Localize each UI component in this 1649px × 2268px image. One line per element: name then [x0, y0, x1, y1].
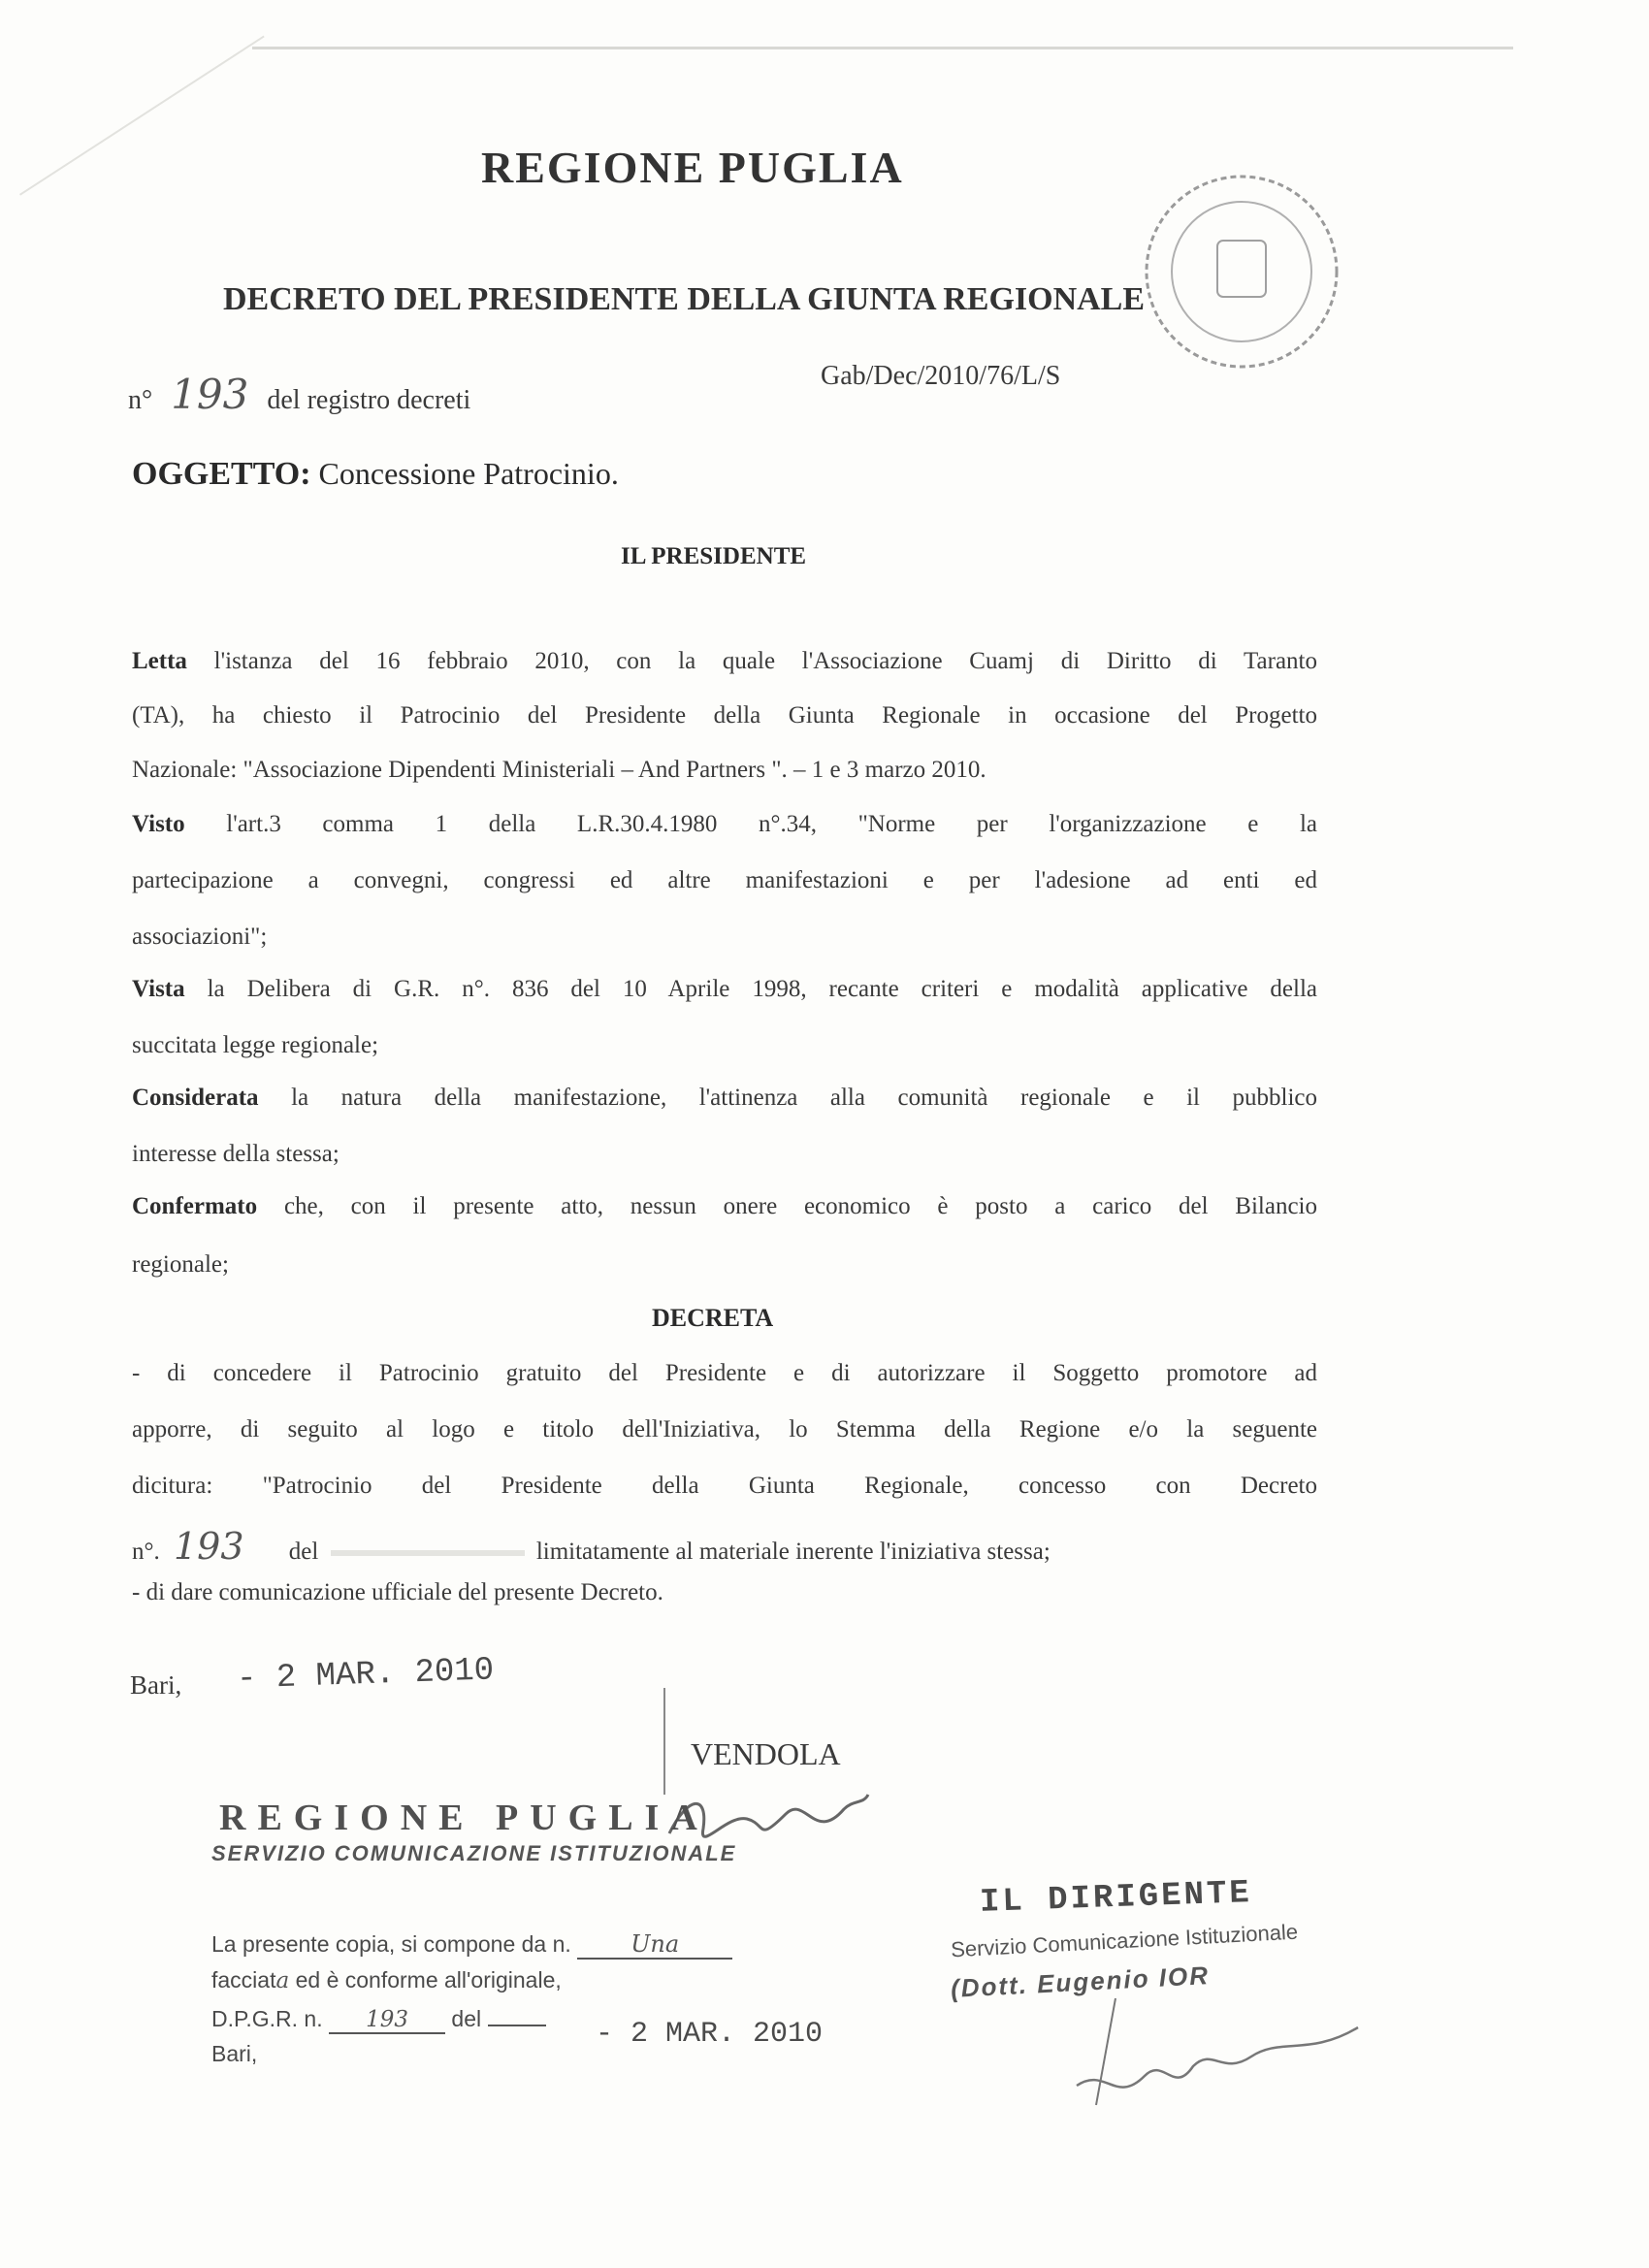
office-stamp-service: SERVIZIO COMUNICAZIONE ISTITUZIONALE — [211, 1841, 737, 1865]
president-heading: IL PRESIDENTE — [621, 543, 807, 569]
registry-prefix: n° — [128, 385, 153, 415]
decreta-line-4: n°. 193 del limitatamente al materiale inerente l'iniziativa stessa; — [132, 1525, 1051, 1568]
office-stamp-title: REGIONE PUGLIA — [219, 1798, 709, 1838]
considerata-lead: Considerata — [132, 1085, 259, 1111]
confermato-line-1: Confermato che, con il presente atto, nessun onere economico è posto a carico del Bilancio — [132, 1193, 1318, 1219]
considerata-line-2: interesse della stessa; — [132, 1141, 340, 1167]
letta-line-1: Letta l'istanza del 16 febbraio 2010, con la quale l'Associazione Cuamj di Diritto di Taranto — [132, 648, 1318, 674]
subject-label: OGGETTO: — [132, 456, 311, 492]
scan-edge-diagonal — [19, 36, 265, 196]
vista-lead: Vista — [132, 976, 185, 1002]
letta-lead: Letta — [132, 648, 187, 674]
confermato-lead: Confermato — [132, 1193, 258, 1219]
official-seal-stamp — [1135, 165, 1348, 378]
visto-lead: Visto — [132, 811, 185, 837]
copy-cert-line-3: D.P.G.R. n. 193 del — [211, 2006, 546, 2034]
copy-cert-line-4: Bari, — [211, 2041, 258, 2066]
subject-text: Concessione Patrocinio. — [318, 456, 619, 491]
copy-decree-number-handwritten: 193 — [329, 2007, 445, 2034]
vista-line-2: succitata legge regionale; — [132, 1032, 379, 1058]
date-stamp: - 2 MAR. 2010 — [236, 1652, 495, 1699]
decreta-line-5: - di dare comunicazione ufficiale del presente Decreto. — [132, 1579, 663, 1605]
director-signature — [1057, 1969, 1377, 2115]
visto-line-2: partecipazione a convegni, congressi ed altre manifestazioni e per l'adesione ad enti ed — [132, 867, 1317, 893]
document-title: REGIONE PUGLIA — [481, 143, 904, 192]
copy-cert-date-stamp: - 2 MAR. 2010 — [596, 2018, 824, 2051]
date-place: Bari, — [130, 1670, 182, 1700]
visto-line-3: associazioni"; — [132, 923, 268, 950]
registry-line — [128, 371, 470, 418]
registry-label: del registro decreti — [267, 385, 471, 415]
considerata-line-1: Considerata la natura della manifestazione, l'attinenza alla comunità regionale e il pubblico — [132, 1085, 1317, 1111]
director-stamp-name: (Dott. Eugenio IOR — [950, 1960, 1211, 2003]
registry-number-handwritten: 193 — [171, 371, 249, 418]
scan-edge-top — [252, 47, 1513, 49]
decreta-line-1: - di concedere il Patrocinio gratuito del Presidente e di autorizzare il Soggetto promotore ad — [132, 1360, 1317, 1386]
faded-date-placeholder — [331, 1550, 525, 1556]
protocol-number: Gab/Dec/2010/76/L/S — [821, 361, 1061, 391]
decreta-line-3: dicitura: "Patrocinio del Presidente della Giunta Regionale, concesso con Decreto — [132, 1473, 1317, 1499]
decreta-line-2: apporre, di seguito al logo e titolo dell'Iniziativa, lo Stemma della Regione e/o la seguente — [132, 1416, 1317, 1442]
visto-line-1: Visto l'art.3 comma 1 della L.R.30.4.1980 n°.34, "Norme per l'organizzazione e la — [132, 811, 1317, 837]
copy-cert-line-1: La presente copia, si compone da n. Una — [211, 1930, 732, 1960]
document-subtitle: DECRETO DEL PRESIDENTE DELLA GIUNTA REGIONALE — [223, 281, 1146, 317]
subject-line — [132, 456, 619, 493]
vista-line-1: Vista la Delibera di G.R. n°. 836 del 10 Aprile 1998, recante criteri e modalità applicative della — [132, 976, 1318, 1002]
letta-line-2: (TA), ha chiesto il Patrocinio del Presidente della Giunta Regionale in occasione del Progetto — [132, 702, 1317, 729]
director-stamp-title: IL DIRIGENTE — [979, 1875, 1253, 1922]
decreta-heading: DECRETA — [652, 1304, 774, 1332]
letta-line-3: Nazionale: "Associazione Dipendenti Ministeriali – And Partners ". – 1 e 3 marzo 2010. — [132, 757, 986, 783]
confermato-line-2: regionale; — [132, 1251, 229, 1278]
director-stamp-service: Servizio Comunicazione Istituzionale — [950, 1919, 1299, 1962]
decree-number-handwritten: 193 — [174, 1525, 244, 1568]
copy-cert-line-2: facciata ed è conforme all'originale, — [211, 1967, 562, 1993]
signatory-name: VENDOLA — [691, 1736, 841, 1771]
copy-pages-handwritten: Una — [577, 1930, 732, 1960]
